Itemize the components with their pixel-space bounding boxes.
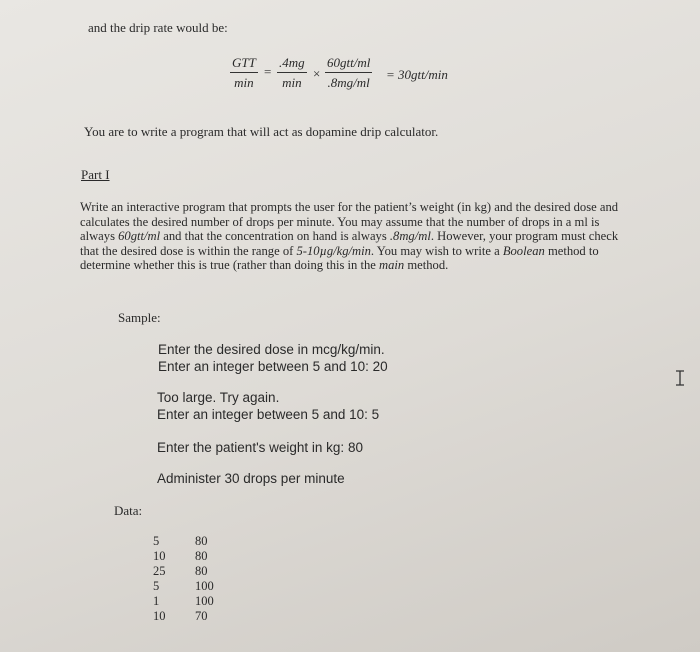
boolean-word: Boolean bbox=[502, 243, 545, 258]
formula-dose-numerator: .4mg bbox=[277, 55, 307, 73]
dose-value: 10 bbox=[153, 609, 166, 623]
sample-line: Enter an integer between 5 and 10: 5 bbox=[157, 407, 380, 422]
text-cursor-icon bbox=[674, 370, 686, 386]
dose-value: 5 bbox=[153, 579, 160, 593]
sample-line: Enter the patient's weight in kg: 80 bbox=[157, 440, 363, 455]
unit-dose-range: 5-10µg/kg/min bbox=[296, 243, 371, 258]
weight-value: 80 bbox=[195, 549, 208, 563]
formula-equals: = bbox=[264, 64, 272, 79]
sample-label: Sample: bbox=[118, 310, 161, 325]
weight-value: 80 bbox=[195, 564, 208, 578]
description-text-2: and that the concentration on hand is always bbox=[160, 229, 390, 244]
main-word: main bbox=[379, 258, 405, 273]
dose-value: 1 bbox=[153, 594, 160, 608]
dose-value: 25 bbox=[153, 564, 166, 578]
dose-value: 10 bbox=[153, 549, 166, 563]
formula-lhs-denominator: min bbox=[234, 75, 254, 90]
intro-text: and the drip rate would be: bbox=[88, 20, 228, 35]
formula-lhs-fraction bbox=[230, 55, 258, 91]
dose-column bbox=[153, 534, 166, 624]
sample-line: Enter an integer between 5 and 10: 20 bbox=[158, 359, 388, 374]
unit-concentration: .8mg/ml bbox=[389, 229, 431, 244]
weight-value: 100 bbox=[195, 579, 214, 593]
weight-value: 100 bbox=[195, 594, 214, 608]
unit-drops-per-ml: 60gtt/ml bbox=[118, 229, 161, 244]
weight-value: 70 bbox=[195, 609, 208, 623]
task-statement: You are to write a program that will act as dopamine drip calculator. bbox=[84, 124, 439, 139]
formula-lhs-numerator: GTT bbox=[230, 55, 258, 73]
formula-dose-fraction bbox=[277, 55, 307, 91]
formula-conc-denominator: .8mg/ml bbox=[327, 75, 370, 90]
description-text-6: method. bbox=[404, 258, 449, 273]
description-text-3: . However, your program must check that the desired dose is within the range of bbox=[80, 229, 619, 258]
dose-value: 5 bbox=[153, 534, 160, 548]
description-text-5: method to determine whether this is true (rather than doing this in the bbox=[80, 243, 599, 273]
formula-dose-denominator: min bbox=[282, 75, 302, 90]
part-heading: Part I bbox=[81, 167, 110, 182]
description-text-4: . You may wish to write a bbox=[370, 243, 503, 258]
weight-value: 80 bbox=[195, 534, 208, 548]
description-paragraph bbox=[80, 200, 625, 273]
sample-line: Too large. Try again. bbox=[157, 390, 280, 405]
formula-result: = 30gtt/min bbox=[386, 67, 448, 82]
weight-column bbox=[195, 534, 214, 624]
formula-times: × bbox=[313, 66, 321, 81]
data-label: Data: bbox=[114, 503, 143, 518]
description-text-1: Write an interactive program that prompts the user for the patient’s weight (in kg) and the desired dose and calculates the desired number of drops per minute. You may assume that the number of drops in a ml is always bbox=[80, 200, 619, 244]
sample-line: Administer 30 drops per minute bbox=[157, 471, 345, 486]
formula-conc-fraction bbox=[325, 55, 372, 91]
formula-conc-numerator: 60gtt/ml bbox=[325, 55, 372, 73]
sample-line: Enter the desired dose in mcg/kg/min. bbox=[158, 342, 385, 357]
